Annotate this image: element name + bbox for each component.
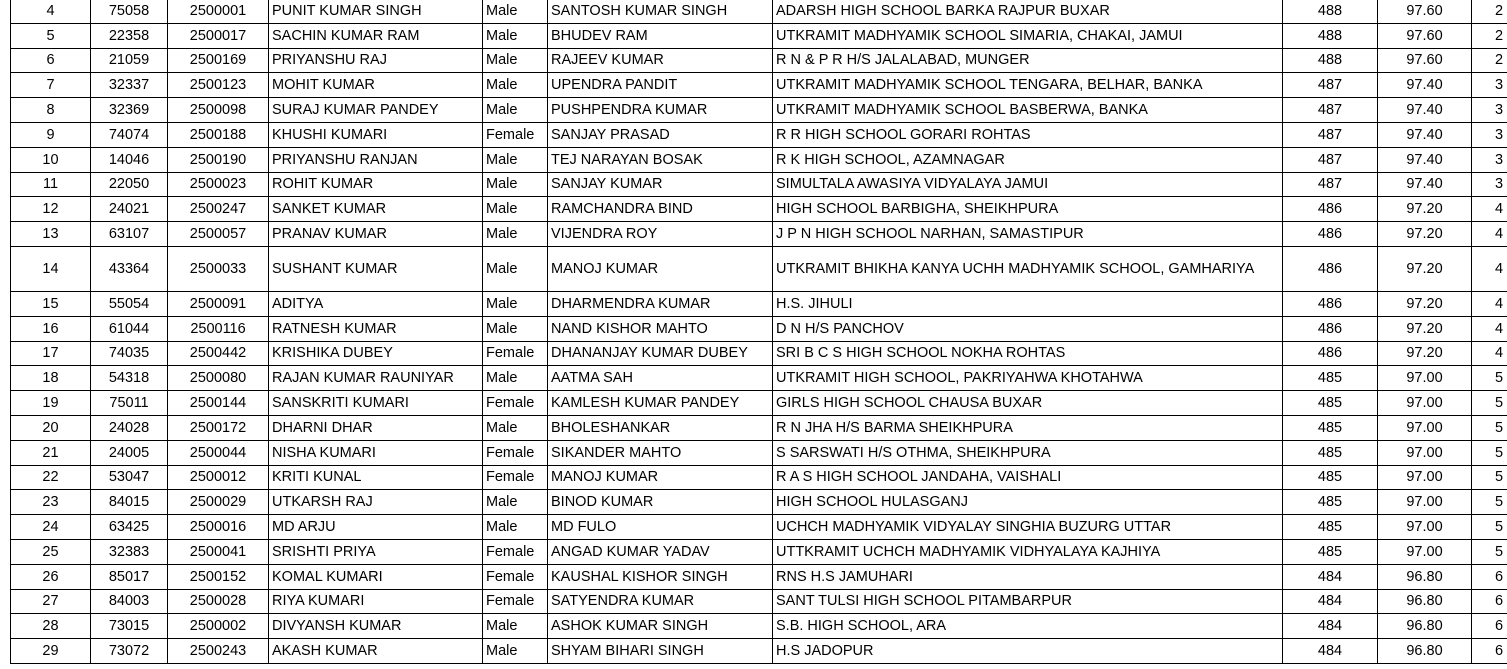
total-marks-cell: 485 (1283, 366, 1378, 391)
roll-code-cell: 53047 (91, 465, 168, 490)
roll-code-cell: 85017 (91, 564, 168, 589)
table-row (11, 98, 1507, 123)
total-marks-cell: 488 (1283, 23, 1378, 48)
school-name-cell: R K HIGH SCHOOL, AZAMNAGAR (773, 147, 1283, 172)
percentage-cell: 97.00 (1378, 490, 1472, 515)
percentage-cell: 97.00 (1378, 539, 1472, 564)
percentage-cell: 97.60 (1378, 0, 1472, 23)
school-name-cell: UTKRAMIT MADHYAMIK SCHOOL TENGARA, BELHAR, BANKA (773, 73, 1283, 98)
table-row (11, 415, 1507, 440)
rank-cell: 2 (1472, 0, 1507, 23)
student-name-cell: DIVYANSH KUMAR (269, 614, 483, 639)
roll-number-cell: 2500016 (168, 515, 269, 540)
student-name-cell: RAJAN KUMAR RAUNIYAR (269, 366, 483, 391)
student-name-cell: KHUSHI KUMARI (269, 122, 483, 147)
roll-code-cell: 22050 (91, 172, 168, 197)
student-name-cell: PRIYANSHU RAJ (269, 48, 483, 73)
serial-number-cell: 18 (11, 366, 91, 391)
school-name-cell: ADARSH HIGH SCHOOL BARKA RAJPUR BUXAR (773, 0, 1283, 23)
percentage-cell: 97.00 (1378, 415, 1472, 440)
rank-cell: 5 (1472, 490, 1507, 515)
roll-code-cell: 75058 (91, 0, 168, 23)
roll-code-cell: 75011 (91, 391, 168, 416)
rank-cell: 6 (1472, 564, 1507, 589)
roll-code-cell: 63107 (91, 222, 168, 247)
rank-cell: 3 (1472, 172, 1507, 197)
school-name-cell: H.S. JIHULI (773, 291, 1283, 316)
roll-number-cell: 2500002 (168, 614, 269, 639)
father-name-cell: VIJENDRA ROY (548, 222, 773, 247)
rank-cell: 5 (1472, 440, 1507, 465)
table-row (11, 539, 1507, 564)
gender-cell: Male (483, 147, 548, 172)
student-name-cell: PRANAV KUMAR (269, 222, 483, 247)
school-name-cell: HIGH SCHOOL HULASGANJ (773, 490, 1283, 515)
school-name-cell: R N JHA H/S BARMA SHEIKHPURA (773, 415, 1283, 440)
school-name-cell: J P N HIGH SCHOOL NARHAN, SAMASTIPUR (773, 222, 1283, 247)
percentage-cell: 97.20 (1378, 341, 1472, 366)
roll-number-cell: 2500169 (168, 48, 269, 73)
student-name-cell: SANSKRITI KUMARI (269, 391, 483, 416)
total-marks-cell: 485 (1283, 391, 1378, 416)
total-marks-cell: 486 (1283, 197, 1378, 222)
father-name-cell: SATYENDRA KUMAR (548, 589, 773, 614)
roll-number-cell: 2500023 (168, 172, 269, 197)
student-name-cell: PUNIT KUMAR SINGH (269, 0, 483, 23)
percentage-cell: 97.20 (1378, 222, 1472, 247)
total-marks-cell: 486 (1283, 341, 1378, 366)
rank-cell: 4 (1472, 246, 1507, 291)
serial-number-cell: 28 (11, 614, 91, 639)
rank-cell: 5 (1472, 465, 1507, 490)
school-name-cell: R N & P R H/S JALALABAD, MUNGER (773, 48, 1283, 73)
gender-cell: Female (483, 440, 548, 465)
school-name-cell: S SARSWATI H/S OTHMA, SHEIKHPURA (773, 440, 1283, 465)
serial-number-cell: 8 (11, 98, 91, 123)
school-name-cell: R A S HIGH SCHOOL JANDAHA, VAISHALI (773, 465, 1283, 490)
roll-number-cell: 2500057 (168, 222, 269, 247)
serial-number-cell: 14 (11, 246, 91, 291)
roll-number-cell: 2500033 (168, 246, 269, 291)
school-name-cell: RNS H.S JAMUHARI (773, 564, 1283, 589)
roll-code-cell: 73072 (91, 639, 168, 664)
school-name-cell: SIMULTALA AWASIYA VIDYALAYA JAMUI (773, 172, 1283, 197)
father-name-cell: ASHOK KUMAR SINGH (548, 614, 773, 639)
rank-cell: 2 (1472, 23, 1507, 48)
student-name-cell: UTKARSH RAJ (269, 490, 483, 515)
percentage-cell: 96.80 (1378, 564, 1472, 589)
school-name-cell: R R HIGH SCHOOL GORARI ROHTAS (773, 122, 1283, 147)
serial-number-cell: 6 (11, 48, 91, 73)
student-name-cell: KRISHIKA DUBEY (269, 341, 483, 366)
school-name-cell: S.B. HIGH SCHOOL, ARA (773, 614, 1283, 639)
rank-cell: 5 (1472, 415, 1507, 440)
rank-cell: 6 (1472, 639, 1507, 664)
rank-cell: 4 (1472, 291, 1507, 316)
total-marks-cell: 488 (1283, 48, 1378, 73)
roll-number-cell: 2500098 (168, 98, 269, 123)
table-row (11, 48, 1507, 73)
roll-number-cell: 2500172 (168, 415, 269, 440)
serial-number-cell: 17 (11, 341, 91, 366)
roll-code-cell: 24021 (91, 197, 168, 222)
father-name-cell: UPENDRA PANDIT (548, 73, 773, 98)
table-row (11, 614, 1507, 639)
father-name-cell: KAMLESH KUMAR PANDEY (548, 391, 773, 416)
roll-number-cell: 2500028 (168, 589, 269, 614)
student-name-cell: KRITI KUNAL (269, 465, 483, 490)
percentage-cell: 96.80 (1378, 639, 1472, 664)
percentage-cell: 97.60 (1378, 23, 1472, 48)
percentage-cell: 97.20 (1378, 197, 1472, 222)
rank-cell: 4 (1472, 222, 1507, 247)
father-name-cell: RAJEEV KUMAR (548, 48, 773, 73)
roll-number-cell: 2500029 (168, 490, 269, 515)
table-row (11, 222, 1507, 247)
student-name-cell: ROHIT KUMAR (269, 172, 483, 197)
serial-number-cell: 23 (11, 490, 91, 515)
school-name-cell: UTTKRAMIT UCHCH MADHYAMIK VIDHYALAYA KAJHIYA (773, 539, 1283, 564)
rank-cell: 4 (1472, 341, 1507, 366)
father-name-cell: PUSHPENDRA KUMAR (548, 98, 773, 123)
total-marks-cell: 485 (1283, 490, 1378, 515)
student-name-cell: MD ARJU (269, 515, 483, 540)
father-name-cell: TEJ NARAYAN BOSAK (548, 147, 773, 172)
student-name-cell: ADITYA (269, 291, 483, 316)
rank-cell: 2 (1472, 48, 1507, 73)
table-row (11, 515, 1507, 540)
total-marks-cell: 484 (1283, 614, 1378, 639)
school-name-cell: UTKRAMIT MADHYAMIK SCHOOL SIMARIA, CHAKAI, JAMUI (773, 23, 1283, 48)
student-name-cell: SUSHANT KUMAR (269, 246, 483, 291)
gender-cell: Male (483, 415, 548, 440)
father-name-cell: SIKANDER MAHTO (548, 440, 773, 465)
table-row (11, 172, 1507, 197)
gender-cell: Male (483, 515, 548, 540)
total-marks-cell: 487 (1283, 73, 1378, 98)
gender-cell: Male (483, 172, 548, 197)
school-name-cell: GIRLS HIGH SCHOOL CHAUSA BUXAR (773, 391, 1283, 416)
roll-code-cell: 22358 (91, 23, 168, 48)
roll-number-cell: 2500116 (168, 316, 269, 341)
roll-number-cell: 2500044 (168, 440, 269, 465)
school-name-cell: H.S JADOPUR (773, 639, 1283, 664)
table-row (11, 639, 1507, 664)
percentage-cell: 97.00 (1378, 440, 1472, 465)
gender-cell: Female (483, 589, 548, 614)
student-name-cell: PRIYANSHU RANJAN (269, 147, 483, 172)
roll-number-cell: 2500012 (168, 465, 269, 490)
table-row (11, 490, 1507, 515)
table-row (11, 391, 1507, 416)
table-row (11, 122, 1507, 147)
serial-number-cell: 19 (11, 391, 91, 416)
student-name-cell: RATNESH KUMAR (269, 316, 483, 341)
rank-cell: 6 (1472, 589, 1507, 614)
serial-number-cell: 24 (11, 515, 91, 540)
serial-number-cell: 21 (11, 440, 91, 465)
father-name-cell: NAND KISHOR MAHTO (548, 316, 773, 341)
gender-cell: Male (483, 73, 548, 98)
roll-number-cell: 2500190 (168, 147, 269, 172)
gender-cell: Female (483, 465, 548, 490)
father-name-cell: SHYAM BIHARI SINGH (548, 639, 773, 664)
roll-code-cell: 54318 (91, 366, 168, 391)
gender-cell: Male (483, 246, 548, 291)
rank-cell: 5 (1472, 391, 1507, 416)
gender-cell: Male (483, 490, 548, 515)
roll-number-cell: 2500243 (168, 639, 269, 664)
serial-number-cell: 22 (11, 465, 91, 490)
gender-cell: Male (483, 197, 548, 222)
table-row (11, 564, 1507, 589)
student-name-cell: SANKET KUMAR (269, 197, 483, 222)
student-name-cell: AKASH KUMAR (269, 639, 483, 664)
table-row (11, 465, 1507, 490)
percentage-cell: 97.60 (1378, 48, 1472, 73)
table-row (11, 0, 1507, 23)
table-row (11, 589, 1507, 614)
father-name-cell: BHOLESHANKAR (548, 415, 773, 440)
serial-number-cell: 12 (11, 197, 91, 222)
roll-code-cell: 14046 (91, 147, 168, 172)
father-name-cell: KAUSHAL KISHOR SINGH (548, 564, 773, 589)
percentage-cell: 97.40 (1378, 122, 1472, 147)
student-name-cell: DHARNI DHAR (269, 415, 483, 440)
total-marks-cell: 485 (1283, 415, 1378, 440)
roll-code-cell: 55054 (91, 291, 168, 316)
roll-number-cell: 2500442 (168, 341, 269, 366)
serial-number-cell: 15 (11, 291, 91, 316)
rank-cell: 3 (1472, 147, 1507, 172)
total-marks-cell: 484 (1283, 564, 1378, 589)
father-name-cell: SANJAY KUMAR (548, 172, 773, 197)
serial-number-cell: 10 (11, 147, 91, 172)
total-marks-cell: 486 (1283, 316, 1378, 341)
serial-number-cell: 20 (11, 415, 91, 440)
student-name-cell: NISHA KUMARI (269, 440, 483, 465)
school-name-cell: UCHCH MADHYAMIK VIDYALAY SINGHIA BUZURG UTTAR (773, 515, 1283, 540)
gender-cell: Male (483, 639, 548, 664)
serial-number-cell: 9 (11, 122, 91, 147)
total-marks-cell: 486 (1283, 222, 1378, 247)
serial-number-cell: 4 (11, 0, 91, 23)
percentage-cell: 97.20 (1378, 246, 1472, 291)
merit-list-table (10, 0, 1507, 664)
percentage-cell: 97.20 (1378, 316, 1472, 341)
gender-cell: Female (483, 564, 548, 589)
roll-number-cell: 2500080 (168, 366, 269, 391)
school-name-cell: UTKRAMIT HIGH SCHOOL, PAKRIYAHWA KHOTAHWA (773, 366, 1283, 391)
gender-cell: Female (483, 341, 548, 366)
merit-list-body (11, 0, 1507, 663)
serial-number-cell: 26 (11, 564, 91, 589)
gender-cell: Male (483, 222, 548, 247)
roll-code-cell: 32383 (91, 539, 168, 564)
roll-number-cell: 2500247 (168, 197, 269, 222)
roll-code-cell: 32337 (91, 73, 168, 98)
roll-code-cell: 24005 (91, 440, 168, 465)
percentage-cell: 97.40 (1378, 147, 1472, 172)
percentage-cell: 97.00 (1378, 366, 1472, 391)
total-marks-cell: 486 (1283, 291, 1378, 316)
roll-code-cell: 32369 (91, 98, 168, 123)
school-name-cell: SRI B C S HIGH SCHOOL NOKHA ROHTAS (773, 341, 1283, 366)
table-row (11, 316, 1507, 341)
serial-number-cell: 5 (11, 23, 91, 48)
gender-cell: Male (483, 48, 548, 73)
father-name-cell: DHARMENDRA KUMAR (548, 291, 773, 316)
roll-code-cell: 21059 (91, 48, 168, 73)
rank-cell: 5 (1472, 366, 1507, 391)
father-name-cell: BINOD KUMAR (548, 490, 773, 515)
school-name-cell: D N H/S PANCHOV (773, 316, 1283, 341)
table-row (11, 197, 1507, 222)
percentage-cell: 97.00 (1378, 515, 1472, 540)
percentage-cell: 97.00 (1378, 391, 1472, 416)
father-name-cell: SANJAY PRASAD (548, 122, 773, 147)
father-name-cell: SANTOSH KUMAR SINGH (548, 0, 773, 23)
rank-cell: 6 (1472, 614, 1507, 639)
roll-code-cell: 74035 (91, 341, 168, 366)
serial-number-cell: 27 (11, 589, 91, 614)
school-name-cell: SANT TULSI HIGH SCHOOL PITAMBARPUR (773, 589, 1283, 614)
roll-code-cell: 63425 (91, 515, 168, 540)
total-marks-cell: 484 (1283, 639, 1378, 664)
father-name-cell: ANGAD KUMAR YADAV (548, 539, 773, 564)
roll-code-cell: 61044 (91, 316, 168, 341)
student-name-cell: SURAJ KUMAR PANDEY (269, 98, 483, 123)
table-row (11, 246, 1507, 291)
roll-code-cell: 73015 (91, 614, 168, 639)
total-marks-cell: 486 (1283, 246, 1378, 291)
student-name-cell: SRISHTI PRIYA (269, 539, 483, 564)
roll-code-cell: 24028 (91, 415, 168, 440)
serial-number-cell: 13 (11, 222, 91, 247)
percentage-cell: 97.40 (1378, 98, 1472, 123)
student-name-cell: KOMAL KUMARI (269, 564, 483, 589)
total-marks-cell: 487 (1283, 122, 1378, 147)
total-marks-cell: 487 (1283, 147, 1378, 172)
serial-number-cell: 29 (11, 639, 91, 664)
percentage-cell: 96.80 (1378, 614, 1472, 639)
rank-cell: 5 (1472, 515, 1507, 540)
table-row (11, 366, 1507, 391)
roll-number-cell: 2500152 (168, 564, 269, 589)
serial-number-cell: 16 (11, 316, 91, 341)
roll-code-cell: 84003 (91, 589, 168, 614)
father-name-cell: MD FULO (548, 515, 773, 540)
father-name-cell: BHUDEV RAM (548, 23, 773, 48)
table-row (11, 440, 1507, 465)
roll-number-cell: 2500091 (168, 291, 269, 316)
rank-cell: 3 (1472, 73, 1507, 98)
student-name-cell: MOHIT KUMAR (269, 73, 483, 98)
serial-number-cell: 25 (11, 539, 91, 564)
roll-number-cell: 2500017 (168, 23, 269, 48)
school-name-cell: UTKRAMIT MADHYAMIK SCHOOL BASBERWA, BANKA (773, 98, 1283, 123)
roll-number-cell: 2500123 (168, 73, 269, 98)
table-row (11, 73, 1507, 98)
serial-number-cell: 11 (11, 172, 91, 197)
student-name-cell: RIYA KUMARI (269, 589, 483, 614)
father-name-cell: AATMA SAH (548, 366, 773, 391)
serial-number-cell: 7 (11, 73, 91, 98)
table-row (11, 341, 1507, 366)
percentage-cell: 97.40 (1378, 172, 1472, 197)
gender-cell: Male (483, 614, 548, 639)
gender-cell: Female (483, 122, 548, 147)
father-name-cell: DHANANJAY KUMAR DUBEY (548, 341, 773, 366)
father-name-cell: MANOJ KUMAR (548, 246, 773, 291)
percentage-cell: 96.80 (1378, 589, 1472, 614)
roll-number-cell: 2500041 (168, 539, 269, 564)
student-name-cell: SACHIN KUMAR RAM (269, 23, 483, 48)
total-marks-cell: 485 (1283, 440, 1378, 465)
roll-code-cell: 74074 (91, 122, 168, 147)
school-name-cell: HIGH SCHOOL BARBIGHA, SHEIKHPURA (773, 197, 1283, 222)
percentage-cell: 97.00 (1378, 465, 1472, 490)
gender-cell: Female (483, 391, 548, 416)
total-marks-cell: 487 (1283, 172, 1378, 197)
total-marks-cell: 487 (1283, 98, 1378, 123)
gender-cell: Male (483, 366, 548, 391)
roll-code-cell: 43364 (91, 246, 168, 291)
gender-cell: Female (483, 539, 548, 564)
table-row (11, 147, 1507, 172)
total-marks-cell: 488 (1283, 0, 1378, 23)
percentage-cell: 97.40 (1378, 73, 1472, 98)
roll-code-cell: 84015 (91, 490, 168, 515)
gender-cell: Male (483, 98, 548, 123)
rank-cell: 4 (1472, 316, 1507, 341)
total-marks-cell: 485 (1283, 465, 1378, 490)
percentage-cell: 97.20 (1378, 291, 1472, 316)
father-name-cell: MANOJ KUMAR (548, 465, 773, 490)
table-row (11, 291, 1507, 316)
rank-cell: 3 (1472, 98, 1507, 123)
gender-cell: Male (483, 316, 548, 341)
roll-number-cell: 2500144 (168, 391, 269, 416)
rank-cell: 3 (1472, 122, 1507, 147)
rank-cell: 4 (1472, 197, 1507, 222)
gender-cell: Male (483, 0, 548, 23)
gender-cell: Male (483, 23, 548, 48)
gender-cell: Male (483, 291, 548, 316)
rank-cell: 5 (1472, 539, 1507, 564)
table-row (11, 23, 1507, 48)
total-marks-cell: 485 (1283, 515, 1378, 540)
total-marks-cell: 485 (1283, 539, 1378, 564)
total-marks-cell: 484 (1283, 589, 1378, 614)
father-name-cell: RAMCHANDRA BIND (548, 197, 773, 222)
school-name-cell: UTKRAMIT BHIKHA KANYA UCHH MADHYAMIK SCHOOL, GAMHARIYA (773, 246, 1283, 291)
roll-number-cell: 2500188 (168, 122, 269, 147)
roll-number-cell: 2500001 (168, 0, 269, 23)
